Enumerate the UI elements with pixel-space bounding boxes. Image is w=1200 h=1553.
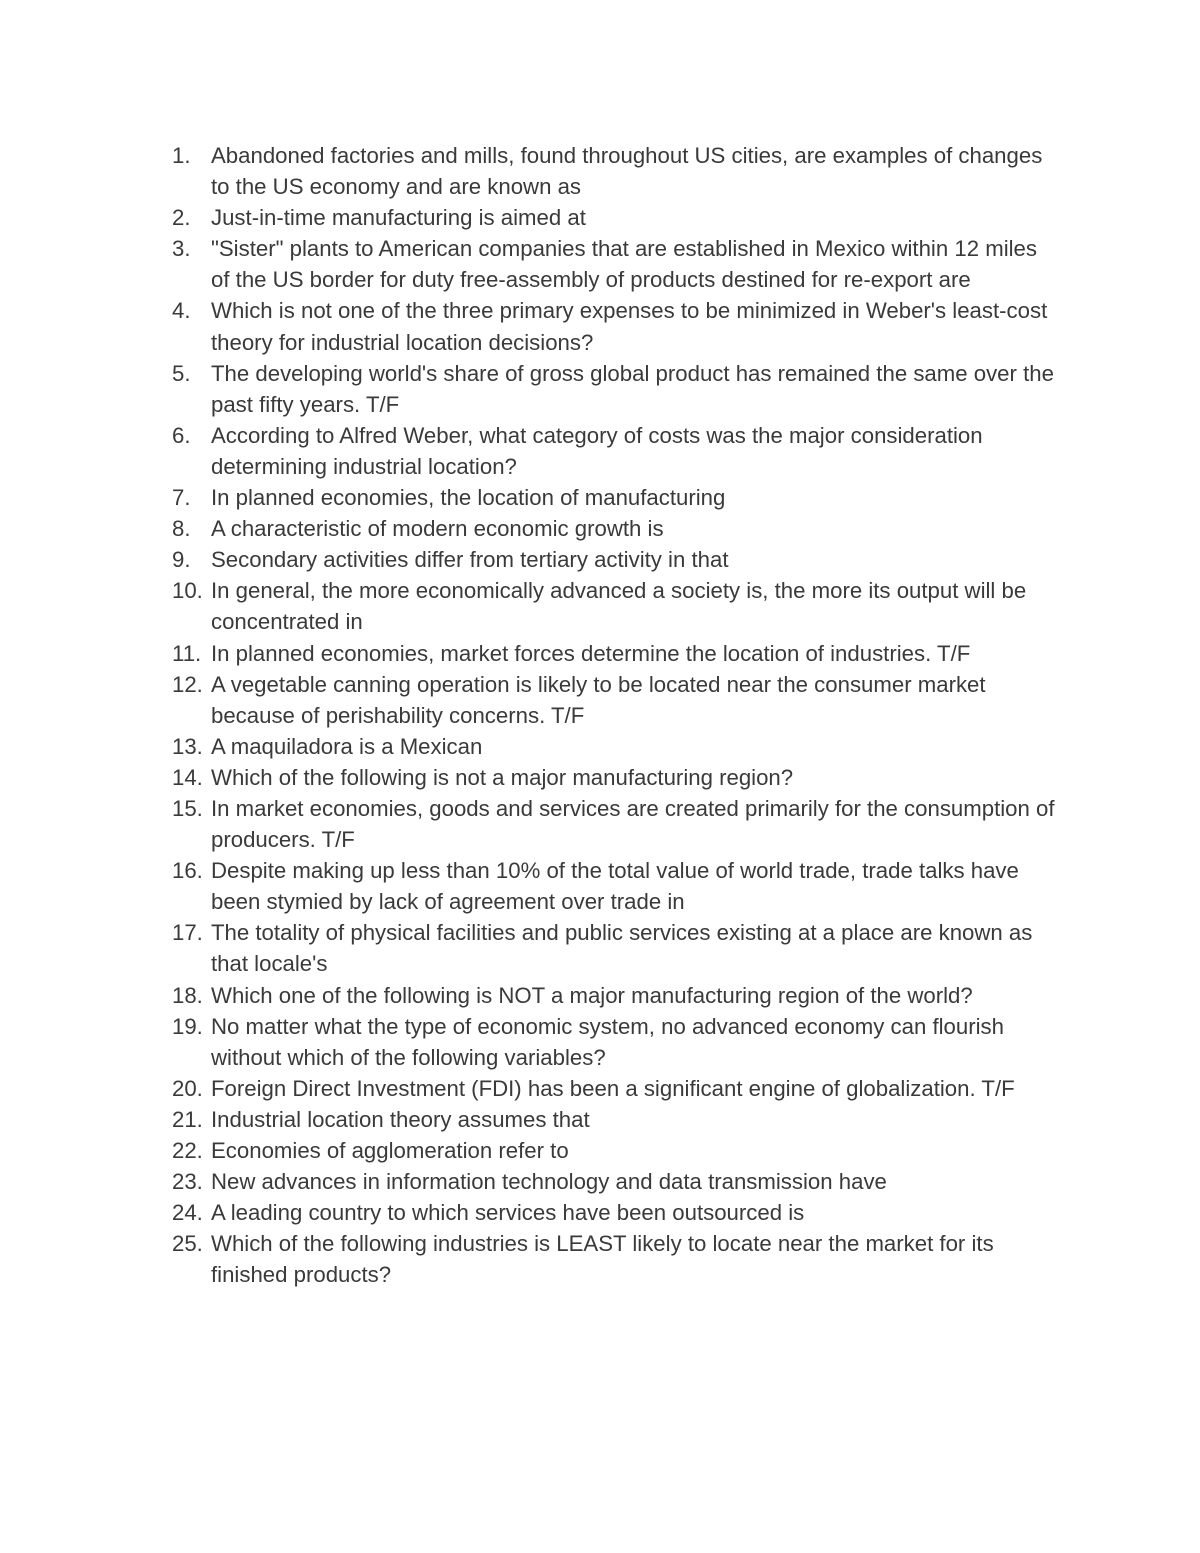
question-text: The developing world's share of gross global product has remained the same over the past fifty years. T/F (211, 360, 1054, 417)
question-number: 19. (172, 1013, 203, 1039)
question-number: 9. (172, 547, 191, 573)
question-number: 3. (172, 236, 191, 262)
question-number: 23. (172, 1169, 203, 1195)
question-text: In general, the more economically advanced a society is, the more its output will be concentrated in (211, 578, 1027, 635)
question-text: In planned economies, the location of manufacturing (211, 485, 726, 511)
question-number: 4. (172, 298, 191, 324)
question-text: Just-in-time manufacturing is aimed at (211, 205, 586, 231)
question-item (172, 202, 1072, 233)
question-number: 13. (172, 733, 203, 759)
question-item (172, 1197, 1072, 1228)
question-item (172, 295, 1072, 357)
question-item (172, 669, 1072, 731)
question-text: A leading country to which services have been outsourced is (211, 1200, 805, 1226)
question-text: In planned economies, market forces determine the location of industries. T/F (211, 640, 971, 666)
question-text: Which of the following is not a major manufacturing region? (211, 764, 794, 790)
question-number: 18. (172, 982, 203, 1008)
question-number: 16. (172, 858, 203, 884)
question-text: A vegetable canning operation is likely to be located near the consumer market because of perishability concerns. T/F (211, 671, 986, 728)
question-item (172, 1228, 1072, 1290)
question-item (172, 1011, 1072, 1073)
question-text: Which is not one of the three primary expenses to be minimized in Weber's least-cost theory for industrial location decisions? (211, 298, 1048, 355)
question-text: "Sister" plants to American companies that are established in Mexico within 12 miles of the US border for duty free-assembly of products destined for re-export are (211, 236, 1037, 293)
question-text: The totality of physical facilities and public services existing at a place are known as that locale's (211, 920, 1033, 977)
question-item (172, 855, 1072, 917)
question-number: 1. (172, 143, 191, 168)
question-number: 10. (172, 578, 203, 604)
question-item (172, 638, 1072, 669)
question-text: Despite making up less than 10% of the total value of world trade, trade talks have been stymied by lack of agreement over trade in (211, 858, 1019, 915)
question-number: 25. (172, 1231, 203, 1257)
question-number: 15. (172, 795, 203, 821)
question-text: A characteristic of modern economic growth is (211, 516, 664, 542)
question-text: Industrial location theory assumes that (211, 1106, 590, 1132)
question-item (172, 980, 1072, 1011)
question-number: 8. (172, 516, 191, 542)
question-number: 7. (172, 485, 191, 511)
question-item (172, 762, 1072, 793)
question-text: According to Alfred Weber, what category of costs was the major consideration determining industrial location? (211, 422, 983, 479)
question-number: 24. (172, 1200, 203, 1226)
question-number: 5. (172, 360, 191, 386)
question-item (172, 1104, 1072, 1135)
question-text: Secondary activities differ from tertiary activity in that (211, 547, 729, 573)
question-number: 20. (172, 1075, 203, 1101)
question-text: New advances in information technology and data transmission have (211, 1169, 887, 1195)
question-text: Which of the following industries is LEAST likely to locate near the market for its finished products? (211, 1231, 994, 1288)
question-text: No matter what the type of economic system, no advanced economy can flourish without which of the following variables? (211, 1013, 1004, 1070)
question-item (172, 575, 1072, 637)
question-text: Abandoned factories and mills, found throughout US cities, are examples of changes to the US economy and are known as (211, 143, 1043, 200)
question-item (172, 1135, 1072, 1166)
question-number: 17. (172, 920, 203, 946)
question-item (172, 482, 1072, 513)
question-item (172, 513, 1072, 544)
question-list (172, 140, 1072, 1290)
question-number: 6. (172, 422, 191, 448)
question-text: Which one of the following is NOT a major manufacturing region of the world? (211, 982, 973, 1008)
question-number: 21. (172, 1106, 203, 1132)
question-text: Economies of agglomeration refer to (211, 1138, 569, 1163)
question-item (172, 420, 1072, 482)
question-number: 12. (172, 671, 203, 697)
question-item (172, 1073, 1072, 1104)
question-item (172, 233, 1072, 295)
question-text: In market economies, goods and services are created primarily for the consumption of producers. T/F (211, 795, 1055, 853)
question-item (172, 917, 1072, 979)
question-item (172, 358, 1072, 420)
question-text: Foreign Direct Investment (FDI) has been a significant engine of globalization. T/F (211, 1075, 1015, 1101)
question-number: 14. (172, 764, 203, 790)
question-text: A maquiladora is a Mexican (211, 733, 483, 759)
question-item (172, 544, 1072, 575)
question-item (172, 1166, 1072, 1197)
question-item (172, 731, 1072, 762)
question-number: 11. (172, 640, 202, 666)
question-number: 2. (172, 205, 191, 231)
question-item (172, 140, 1072, 202)
question-number: 22. (172, 1138, 203, 1163)
question-item (172, 793, 1072, 855)
